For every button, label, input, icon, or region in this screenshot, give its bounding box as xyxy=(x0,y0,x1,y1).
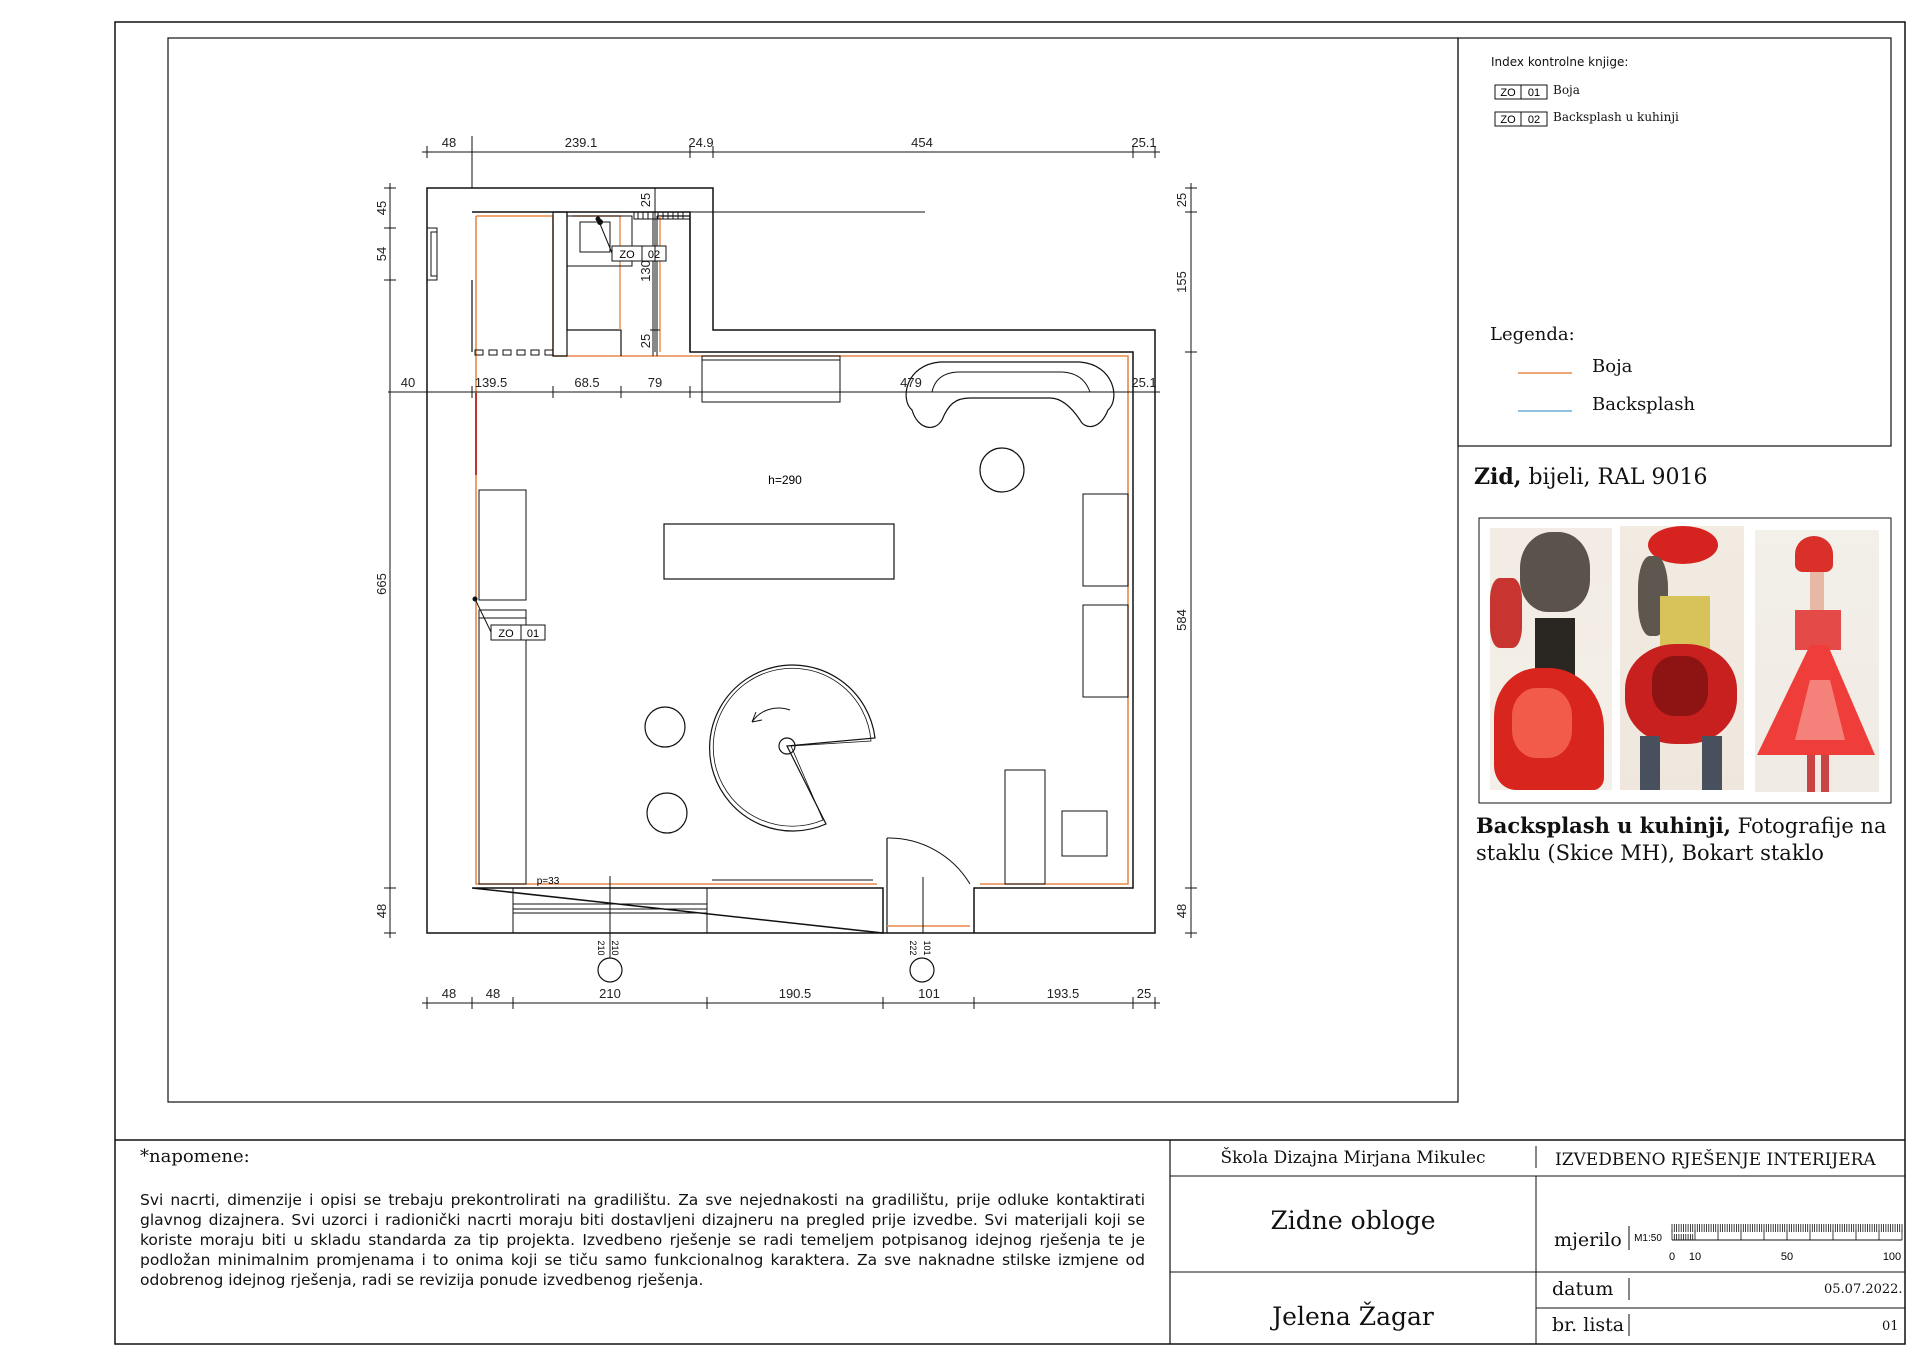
project-type: IZVEDBENO RJEŠENJE INTERIJERA xyxy=(1555,1150,1876,1170)
svg-text:25: 25 xyxy=(638,333,653,349)
svg-text:50: 50 xyxy=(1780,1251,1794,1263)
index-title: Index kontrolne knjige: xyxy=(1491,55,1629,69)
svg-text:48: 48 xyxy=(1174,903,1189,919)
svg-text:479: 479 xyxy=(900,375,922,390)
index-tag-01 xyxy=(1495,85,1547,99)
scale-bar xyxy=(1634,1224,1902,1263)
date-label: datum xyxy=(1552,1278,1614,1300)
drawing-frame xyxy=(168,38,1458,1102)
sketch-image-1 xyxy=(1490,528,1612,790)
dimension-texts xyxy=(374,135,1189,1001)
svg-text:48: 48 xyxy=(485,986,501,1001)
svg-text:79: 79 xyxy=(647,375,663,390)
svg-text:210: 210 xyxy=(596,940,606,956)
paint-line xyxy=(476,216,1128,884)
author-name: Jelena Žagar xyxy=(1272,1302,1434,1331)
svg-text:193.5: 193.5 xyxy=(1046,986,1080,1001)
svg-text:155: 155 xyxy=(1174,271,1189,293)
outer-wall xyxy=(427,188,1155,933)
notes-body: Svi nacrti, dimenzije i opisi se trebaju prekontrolirati na gradilištu. Za sve nejednakosti na gradilištu, prije odluke kontaktirati glavnog dizajnera. Svi uzorci i radionički nacrti moraju biti dostavljeni dizajneru na pregled prije izvedbe. Svi materijali koji se koriste moraju biti u skladu standarda za tip projekta. Izvedbeno rješenje se radi temeljem potpisanog idejnog rješenja te je podložan minimalnim promjenama i to onima koji se tiču samo funkcionalnog karaktera. Za sve naknadne stilske izmjene od odobrenog idejnog rješenja, radi se revizija ponude izvedbenog rješenja. xyxy=(140,1191,1145,1289)
p-label: p=33 xyxy=(536,876,560,887)
svg-text:101: 101 xyxy=(918,986,940,1001)
svg-text:68.5: 68.5 xyxy=(574,375,600,390)
section-marker-b xyxy=(910,958,934,982)
svg-text:210: 210 xyxy=(610,940,620,956)
backsplash-spec xyxy=(1476,812,1896,867)
sheet-no-value: 01 xyxy=(1882,1319,1899,1334)
legend-label-paint: Boja xyxy=(1592,356,1633,377)
inner-wall xyxy=(472,212,1133,933)
backsplash-spec-text: Fotografije na staklu (Skice MH), Bokart staklo xyxy=(1476,814,1887,865)
dimension-lines xyxy=(384,136,1197,1009)
svg-text:48: 48 xyxy=(441,135,457,150)
legend-title: Legenda: xyxy=(1490,324,1575,345)
svg-text:ZO: ZO xyxy=(619,249,635,261)
backsplash-spec-title: Backsplash u kuhinji, xyxy=(1476,813,1731,838)
svg-text:25: 25 xyxy=(1136,986,1152,1001)
sketch-image-2 xyxy=(1620,526,1744,790)
notes-title: *napomene: xyxy=(140,1146,250,1167)
svg-text:02: 02 xyxy=(647,249,661,261)
svg-text:190.5: 190.5 xyxy=(778,986,812,1001)
svg-text:139.5: 139.5 xyxy=(474,375,508,390)
svg-text:48: 48 xyxy=(374,903,389,919)
svg-text:0: 0 xyxy=(1668,1251,1676,1263)
svg-text:01: 01 xyxy=(526,628,540,640)
plan-tag-zo02 xyxy=(612,246,666,261)
svg-text:239.1: 239.1 xyxy=(564,135,598,150)
index-num-01: 01 xyxy=(1527,87,1541,99)
svg-text:584: 584 xyxy=(1174,609,1189,631)
svg-text:25.1: 25.1 xyxy=(1131,135,1157,150)
svg-text:101: 101 xyxy=(922,940,932,956)
svg-text:665: 665 xyxy=(374,573,389,595)
sheet-title: Zidne obloge xyxy=(1270,1206,1436,1235)
svg-text:25: 25 xyxy=(638,192,653,208)
svg-text:45: 45 xyxy=(374,200,389,216)
svg-text:100: 100 xyxy=(1882,1251,1902,1263)
wall-spec-title: Zid, xyxy=(1474,464,1522,490)
svg-text:130: 130 xyxy=(638,260,653,282)
svg-text:25.1: 25.1 xyxy=(1131,375,1157,390)
school-name: Škola Dizajna Mirjana Mikulec xyxy=(1220,1148,1486,1168)
scale-label: mjerilo xyxy=(1554,1229,1622,1251)
index-code-01: ZO xyxy=(1500,87,1516,99)
svg-text:210: 210 xyxy=(599,986,621,1001)
svg-text:54: 54 xyxy=(374,246,389,262)
date-value: 05.07.2022. xyxy=(1824,1282,1903,1297)
legend-label-backsplash: Backsplash xyxy=(1592,394,1696,415)
svg-text:40: 40 xyxy=(400,375,416,390)
ceiling-height-label: h=290 xyxy=(768,473,802,487)
sheet-no-label: br. lista xyxy=(1552,1314,1625,1336)
scale-value: M1:50 xyxy=(1634,1233,1662,1244)
index-label-01: Boja xyxy=(1553,83,1580,97)
index-num-02: 02 xyxy=(1527,114,1541,126)
index-label-02: Backsplash u kuhinji xyxy=(1553,110,1679,124)
svg-text:25: 25 xyxy=(1174,192,1189,208)
index-code-02: ZO xyxy=(1500,114,1516,126)
sketch-image-3 xyxy=(1755,530,1879,792)
svg-text:24.9: 24.9 xyxy=(688,135,714,150)
svg-text:222: 222 xyxy=(908,940,918,956)
svg-text:454: 454 xyxy=(911,135,933,150)
wall-spec xyxy=(1474,464,1708,490)
wall-spec-text: bijeli, RAL 9016 xyxy=(1521,465,1708,490)
plan-tag-zo01 xyxy=(491,625,545,640)
svg-text:48: 48 xyxy=(441,986,457,1001)
svg-text:10: 10 xyxy=(1688,1251,1702,1263)
svg-text:ZO: ZO xyxy=(498,628,514,640)
section-marker-a xyxy=(598,958,622,982)
floor-plan xyxy=(427,188,1155,982)
index-tag-02 xyxy=(1495,112,1547,126)
